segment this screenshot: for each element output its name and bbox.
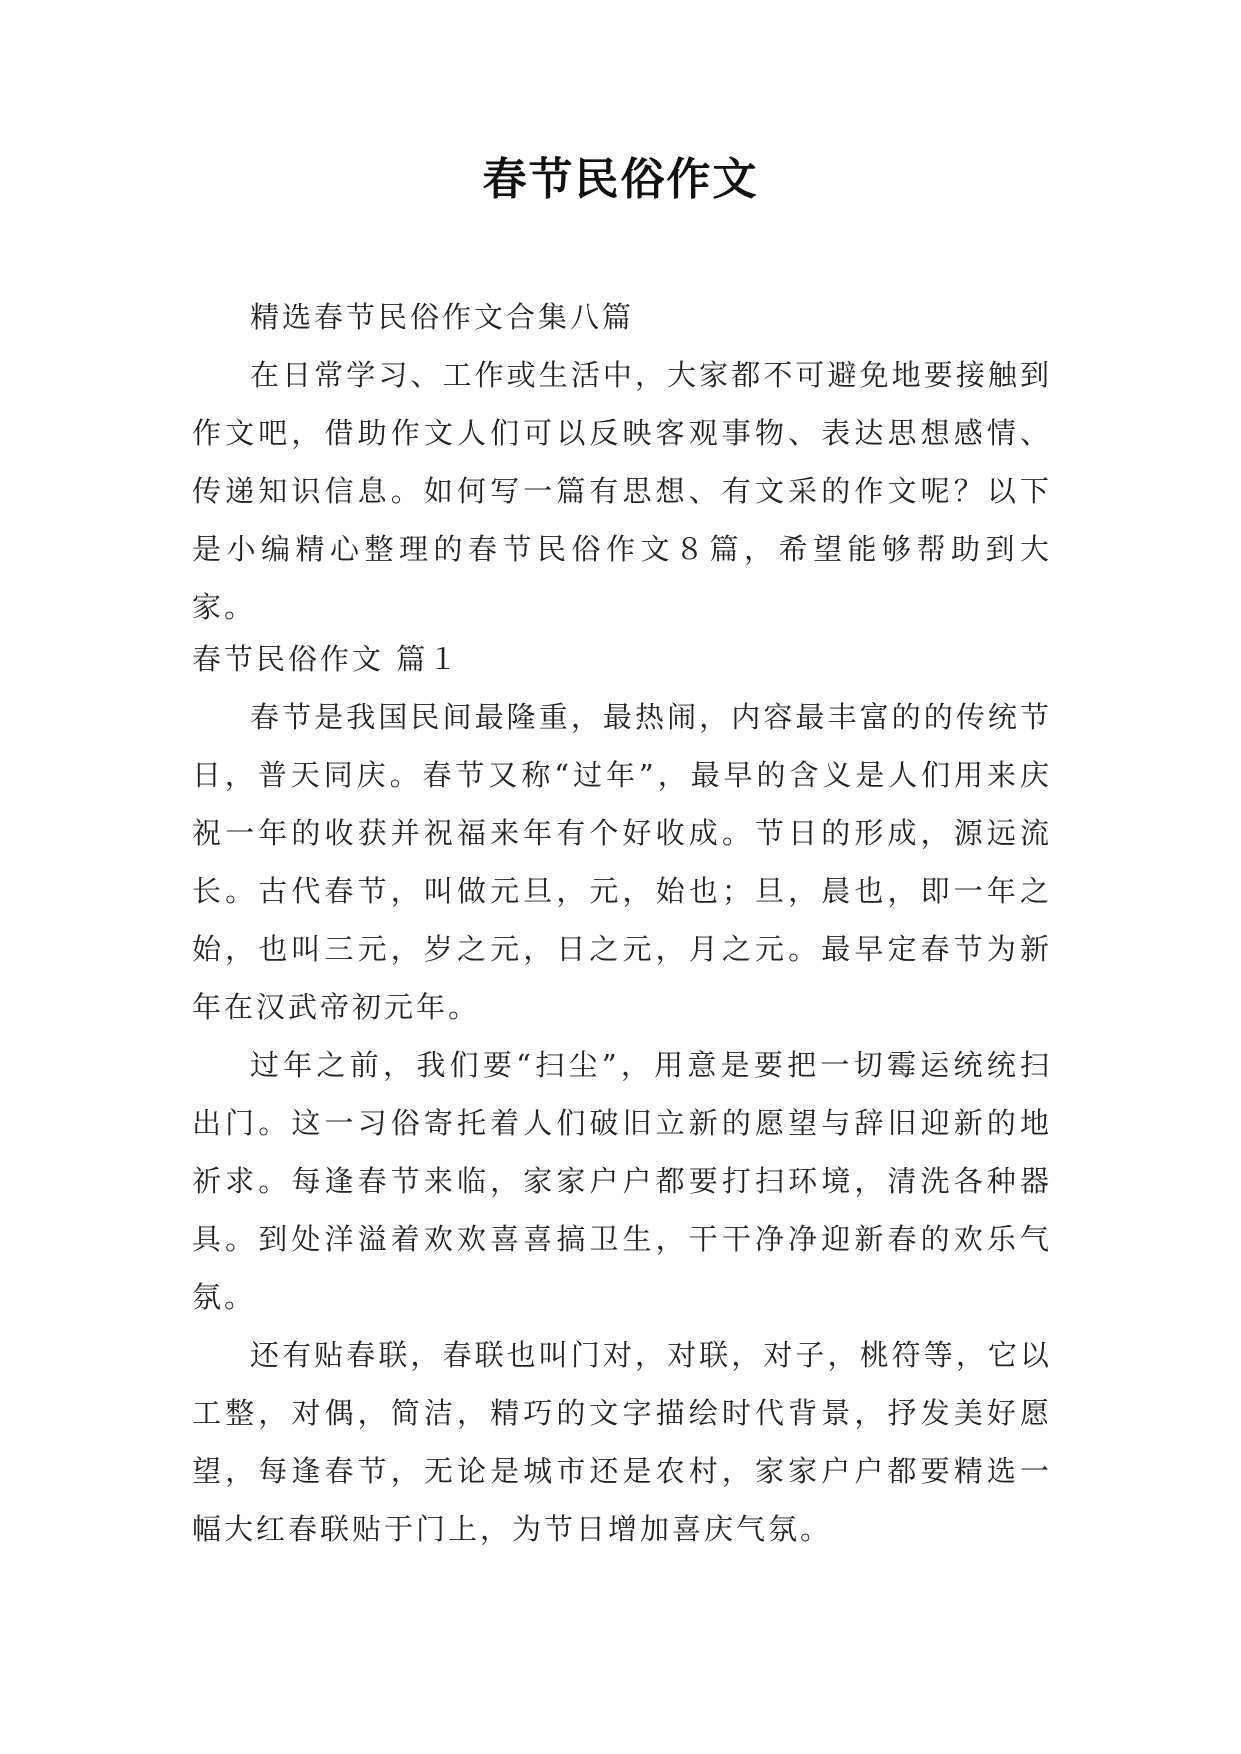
section-title: 春节民俗作文 篇１: [192, 642, 461, 676]
document-subtitle: 精选春节民俗作文合集八篇: [250, 300, 635, 334]
intro-block: [192, 288, 1052, 636]
document-title: 春节民俗作文: [482, 154, 759, 205]
section-block: [192, 630, 1052, 1558]
body-paragraph: 春节是我国民间最隆重，最热闹，内容最丰富的的传统节日，普天同庆。春节又称“过年”，最早的含义是人们用来庆祝一年的收获并祝福来年有个好收成。节日的形成，源远流长。古代春节，叫做元旦，元，始也；旦，晨也，即一年之始，也叫三元，岁之元，日之元，月之元。最早定春节为新年在汉武帝初元年。: [192, 700, 1052, 1024]
body-paragraph: 还有贴春联，春联也叫门对，对联，对子，桃符等，它以工整，对偶，简洁，精巧的文字描绘时代背景，抒发美好愿望，每逢春节，无论是城市还是农村，家家户户都要精选一幅大红春联贴于门上，为节日增加喜庆气氛。: [192, 1338, 1052, 1546]
body-paragraph: 过年之前，我们要“扫尘”，用意是要把一切霉运统统扫出门。这一习俗寄托着人们破旧立新的愿望与辞旧迎新的地祈求。每逢春节来临，家家户户都要打扫环境，清洗各种器具。到处洋溢着欢欢喜喜搞卫生，干干净净迎新春的欢乐气氛。: [192, 1048, 1052, 1314]
intro-paragraph: 在日常学习、工作或生活中，大家都不可避免地要接触到作文吧，借助作文人们可以反映客观事物、表达思想感情、传递知识信息。如何写一篇有思想、有文采的作文呢？以下是小编精心整理的春节民俗作文８篇，希望能够帮助到大家。: [192, 358, 1052, 624]
